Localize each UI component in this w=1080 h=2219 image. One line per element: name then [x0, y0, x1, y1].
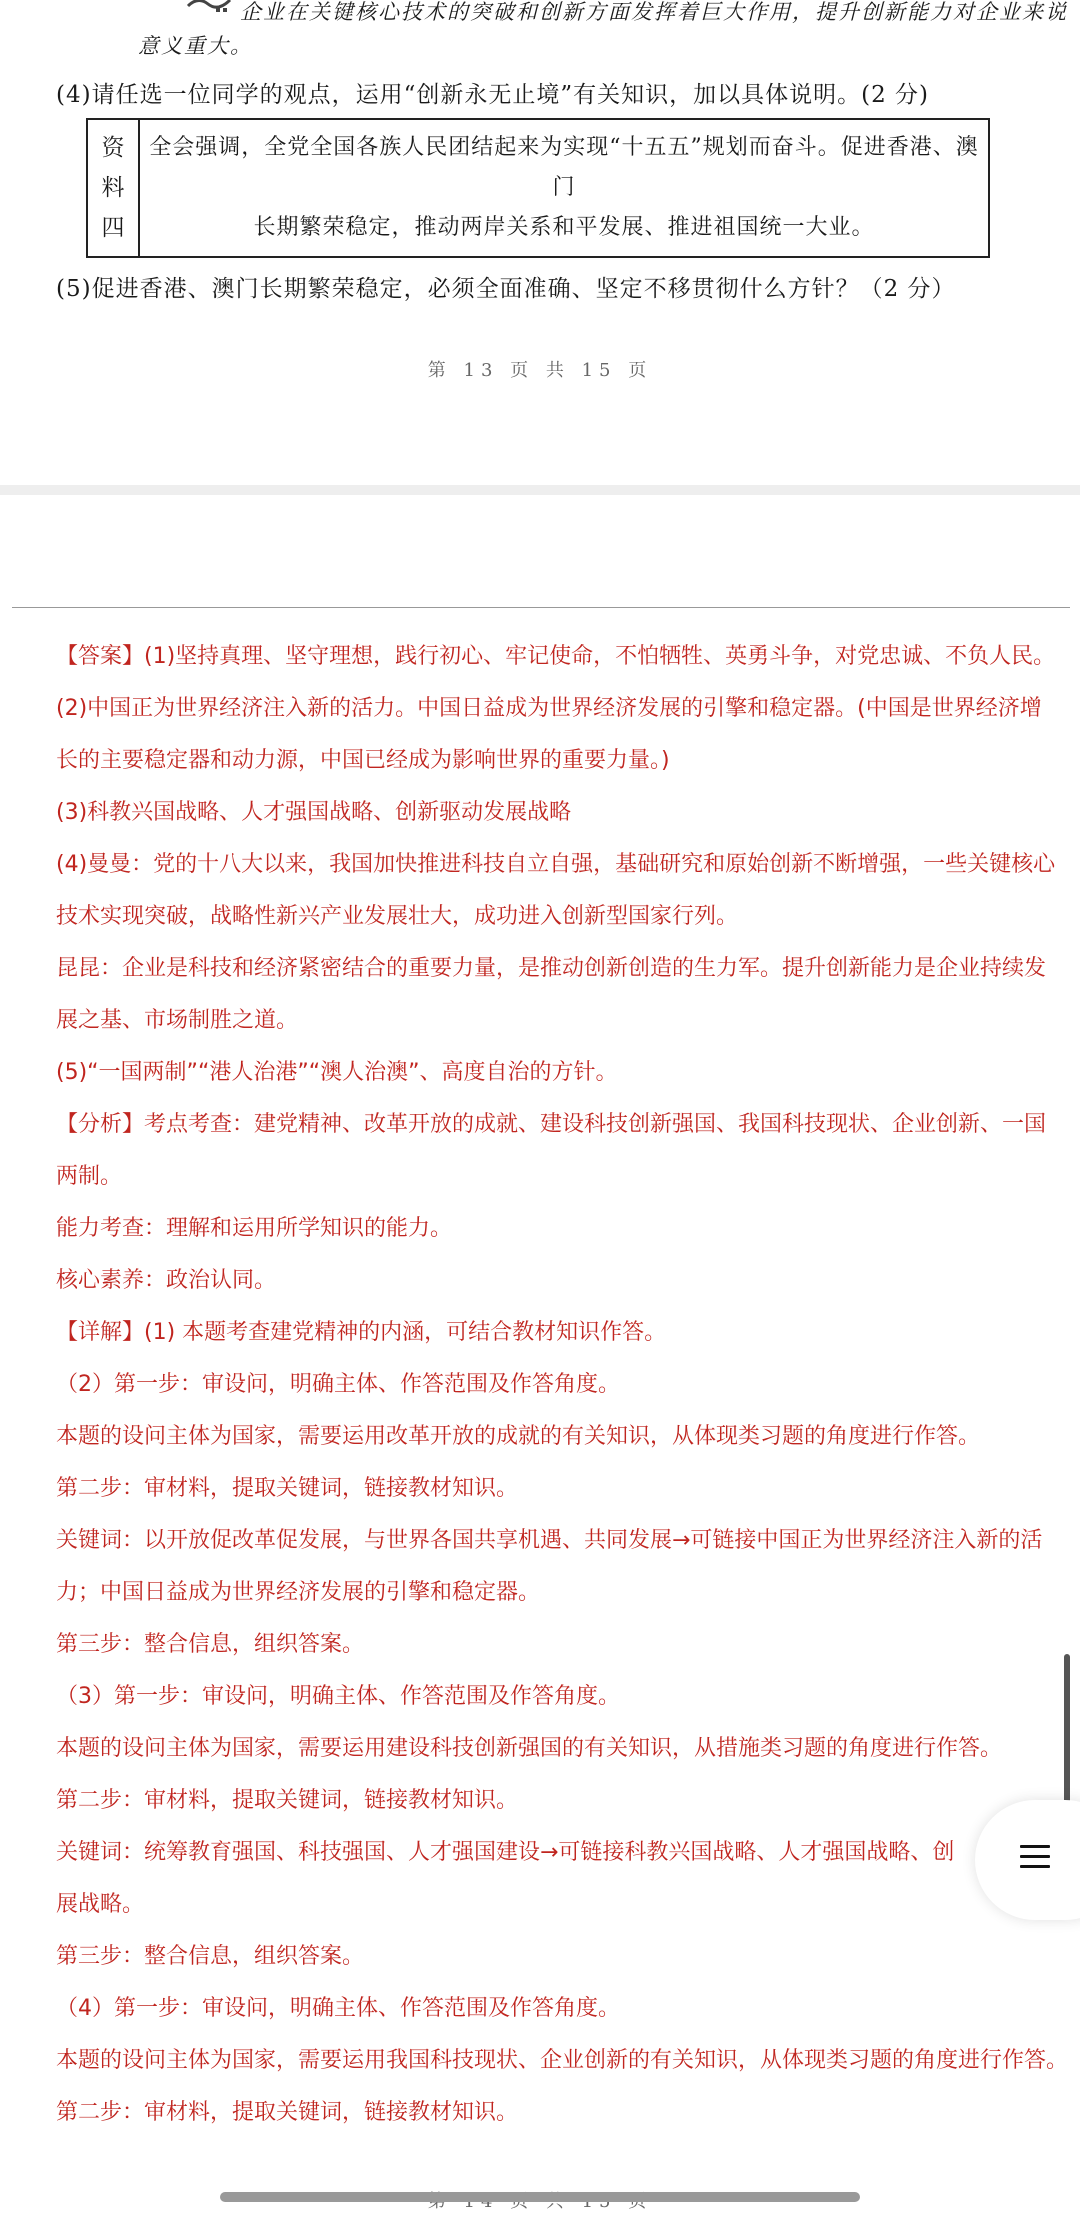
top-text-line-2: 意义重大。	[138, 34, 253, 58]
material-label-char: 资	[101, 135, 125, 161]
detail-line: 本题的设问主体为国家，需要运用改革开放的成就的有关知识，从体现类习题的角度进行作答。	[56, 1424, 981, 1449]
analysis-line: 两制。	[56, 1164, 123, 1189]
material-label	[88, 120, 140, 256]
answer-line: 昆昆：企业是科技和经济紧密结合的重要力量，是推动创新创造的生力军。提升创新能力是企业持续发	[56, 956, 1047, 981]
answer-line: (2)中国正为世界经济注入新的活力。中国日益成为世界经济发展的引擎和稳定器。(中国是世界经济增	[56, 696, 1042, 721]
detail-line: 第二步：审材料，提取关键词，链接教材知识。	[56, 1788, 519, 1813]
answer-line: (5)“一国两制”“港人治港”“澳人治澳”、高度自治的方针。	[56, 1060, 618, 1085]
analysis-line: 核心素养：政治认同。	[56, 1268, 277, 1293]
detail-line: 第三步：整合信息，组织答案。	[56, 1944, 365, 1969]
answer-line: 技术实现突破，战略性新兴产业发展壮大，成功进入创新型国家行列。	[56, 904, 739, 929]
detail-line: 本题的设问主体为国家，需要运用建设科技创新强国的有关知识，从措施类习题的角度进行作答。	[56, 1736, 1003, 1761]
analysis-line: 能力考查：理解和运用所学知识的能力。	[56, 1216, 453, 1241]
detail-line: 【详解】(1) 本题考查建党精神的内涵，可结合教材知识作答。	[56, 1320, 667, 1345]
material-line: 全会强调，全党全国各族人民团结起来为实现“十五五”规划而奋斗。促进香港、澳门	[149, 135, 979, 200]
page-gap	[0, 485, 1080, 495]
hamburger-menu-icon	[1020, 1845, 1050, 1869]
page-14	[0, 495, 1080, 2219]
material-label-char: 料	[101, 175, 125, 201]
answer-line: 【答案】(1)坚持真理、坚守理想，践行初心、牢记使命，不怕牺牲、英勇斗争，对党忠诚、不负人民。	[56, 644, 1056, 669]
detail-line: 展战略。	[56, 1892, 145, 1917]
answer-line: (3)科教兴国战略、人才强国战略、创新驱动发展战略	[56, 800, 572, 825]
detail-line: 力；中国日益成为世界经济发展的引擎和稳定器。	[56, 1580, 541, 1605]
question-4: (4)请任选一位同学的观点，运用“创新永无止境”有关知识，加以具体说明。(2 分)	[56, 82, 929, 108]
question-5: (5)促进香港、澳门长期繁荣稳定，必须全面准确、坚定不移贯彻什么方针？（2 分）	[56, 276, 956, 302]
header-rule	[12, 607, 1070, 608]
detail-line: （4）第一步：审设问，明确主体、作答范围及作答角度。	[56, 1996, 620, 2021]
answer-line: 长的主要稳定器和动力源，中国已经成为影响世界的重要力量。)	[56, 748, 670, 773]
cropped-top-text	[0, 0, 1080, 70]
analysis-line: 【分析】考点考查：建党精神、改革开放的成就、建设科技创新强国、我国科技现状、企业创新、一国	[56, 1112, 1047, 1137]
page-13	[0, 0, 1080, 485]
answer-line: 展之基、市场制胜之道。	[56, 1008, 299, 1033]
home-indicator[interactable]	[220, 2192, 860, 2202]
material-line: 长期繁荣稳定，推动两岸关系和平发展、推进祖国统一大业。	[253, 215, 875, 240]
material-four-box	[86, 118, 990, 258]
material-label-char: 四	[101, 215, 125, 241]
detail-line: 本题的设问主体为国家，需要运用我国科技现状、企业创新的有关知识，从体现类习题的角度进行作答。	[56, 2048, 1069, 2073]
page-footer-13: 第 13 页 共 15 页	[427, 360, 653, 381]
detail-line: （3）第一步：审设问，明确主体、作答范围及作答角度。	[56, 1684, 620, 1709]
detail-line: 第二步：审材料，提取关键词，链接教材知识。	[56, 1476, 519, 1501]
top-text-line-1: 企业在关键核心技术的突破和创新方面发挥着巨大作用，提升创新能力对企业来说	[240, 0, 1068, 24]
answer-section	[56, 631, 1069, 2139]
detail-line: 第二步：审材料，提取关键词，链接教材知识。	[56, 2100, 519, 2125]
logo-fragment-icon	[186, 0, 232, 18]
answer-line: (4)曼曼：党的十八大以来，我国加快推进科技自立自强，基础研究和原始创新不断增强，一些关键核心	[56, 852, 1056, 877]
material-content	[140, 120, 988, 256]
detail-line: （2）第一步：审设问，明确主体、作答范围及作答角度。	[56, 1372, 620, 1397]
detail-line: 关键词：统筹教育强国、科技强国、人才强国建设→可链接科教兴国战略、人才强国战略、创	[56, 1840, 955, 1865]
scrollbar-thumb[interactable]	[1064, 1654, 1070, 1810]
detail-line: 第三步：整合信息，组织答案。	[56, 1632, 365, 1657]
detail-line: 关键词：以开放促改革促发展，与世界各国共享机遇、共同发展→可链接中国正为世界经济注入新的活	[56, 1528, 1043, 1553]
